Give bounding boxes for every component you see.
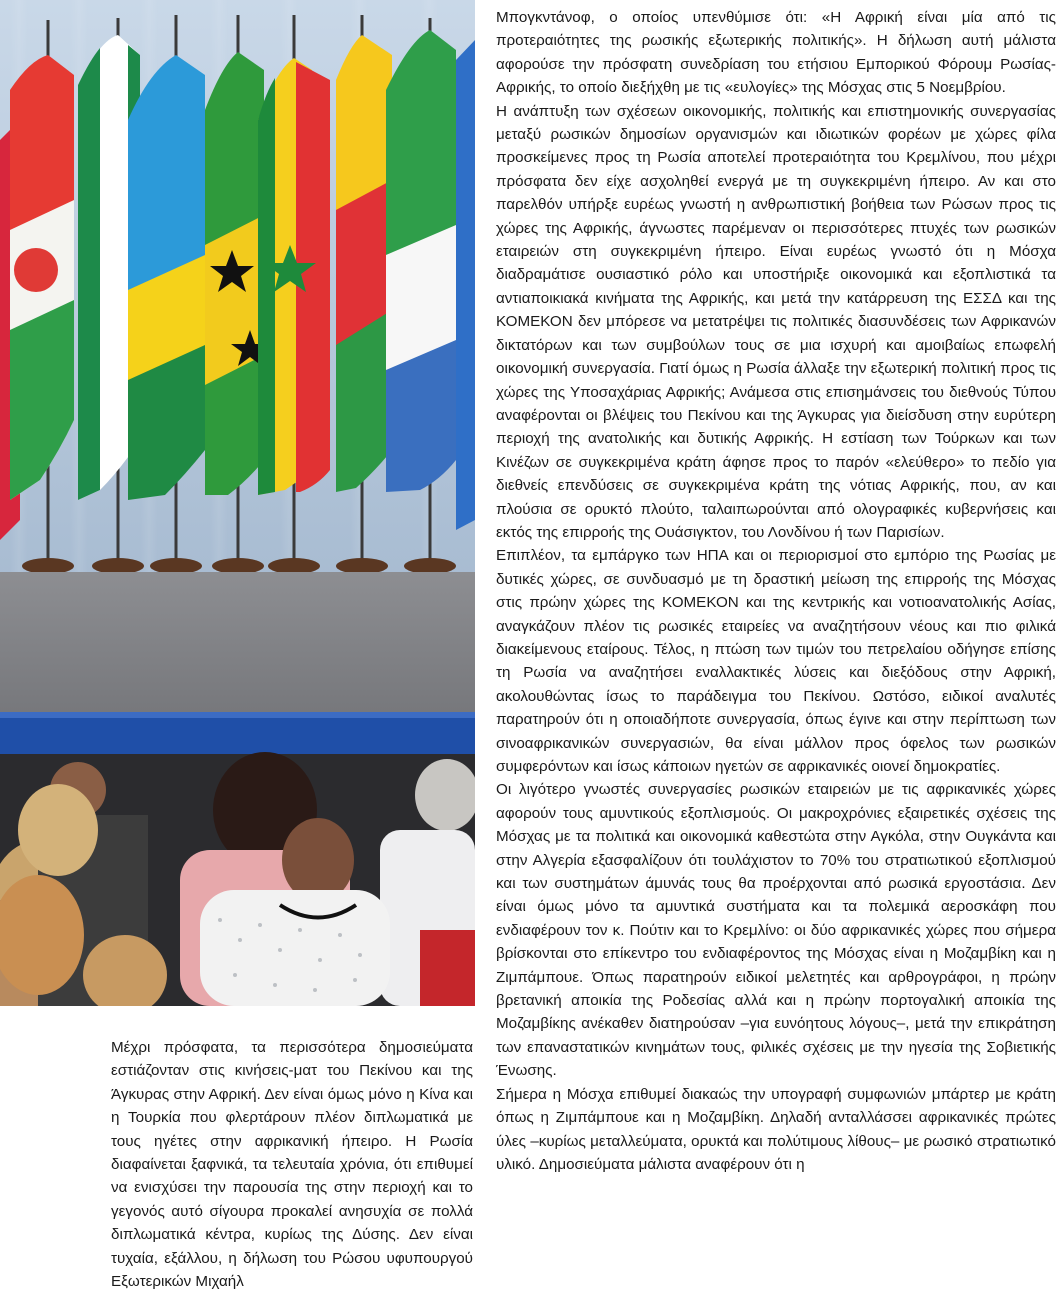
paragraph: Επιπλέον, τα εμπάργκο των ΗΠΑ και οι περιορισμοί στο εμπόριο της Ρωσίας με δυτικές χώρες, σε συνδυασμό με τη δραστική μείωση της επιρροής της Μόσχας στις πρώην χώρες της ΚΟΜΕΚΟΝ και της κεντρικής και νοτιοανατολικής Ασίας, αναγκάζουν πλέον τις ρωσικές εταιρείες να αναζητήσουν νέους και πιο φιλικά διακείμενους εταίρους. Τέλος, η πτώση των τιμών του πετρελαίου οδήγησε επίσης τη Ρωσία να αναζητήσει εναλλακτικές λύσεις και διεξόδους στην Αφρική, ακολουθώντας ίσως το παράδειγμα του Πεκίνου. Ωστόσο, ειδικοί αναλυτές παρατηρούν ότι η οποιαδήποτε συνεργασία, όπως έγινε και στην περίπτωση των σινοαφρικανικών συνεργασιών, θα είναι μάλλον προς όφελος των ρωσικών συμφερόντων και ίσως κάποιων ηγετών σε αφρικανικές οιονεί δημοκρατίες. <box>496 547 1056 775</box>
flags-conference-photo <box>0 0 475 1006</box>
paragraph: Σήμερα η Μόσχα επιθυμεί διακαώς την υπογραφή συμφωνιών μπάρτερ με κράτη όπως η Ζιμπάμπουε και η Μοζαμβίκη. Δηλαδή ανταλλάσσει αφρικανικές πρώτες ύλες –κυρίως μεταλλεύματα, ορυκτά και πολύτιμους λίθους– με ρωσικό στρατιωτικό υλικό. Δημοσιεύματα μάλιστα αναφέρουν ότι η <box>496 1085 1056 1173</box>
photo-illustration <box>0 0 475 1006</box>
paragraph: Η ανάπτυξη των σχέσεων οικονομικής, πολιτικής και επιστημονικής συνεργασίας μεταξύ ρωσικών δημοσίων οργανισμών και ιδιωτικών φορέων με χώρες φίλα προσκείμενες προς τη Ρωσία αποτελεί προτεραιότητα του Κρεμλίνου, που μέχρι πρόσφατα δεν είχε ασχοληθεί ενεργά με τη συγκεκριμένη ήπειρο. Αν και στο παρελθόν υπήρξε ευρέως γνωστή η ανθρωπιστική βοήθεια των Ρώσων προς τις χώρες της Αφρικής, άγνωστες παρέμεναν οι περισσότερες πτυχές των ρωσικών εταιρειών στη συγκεκριμένη ήπειρο. Είναι ευρέως γνωστό ότι η Μόσχα διαδραμάτισε ουσιαστικό ρόλο και υποστήριξε οικονομικά και εξοπλιστικά τα αντιαποικιακά κινήματα της Αφρικής, και μετά την κατάρρευση της ΕΣΣΔ και της ΚΟΜΕΚΟΝ δεν μπόρεσε να μετατρέψει τις πολιτικές διασυνδέσεις των Αφρικανών δικτατόρων και των συμβούλων τους σε μια ισχυρή και αμοιβαίως επωφελή οικονομική συνεργασία. Γιατί όμως η Ρωσία άλλαξε την εξωτερική πολιτική προς τις χώρες της Υποσαχάριας Αφρικής; Ανάμεσα στις επισημάνσεις του διεθνούς Τύπου αναφέρονται οι βλέψεις του Πεκίνου και της Άγκυρας για διείσδυση στην ευρύτερη περιοχή της ανατολικής και δυτικής Αφρικής. Η εστίαση των Τούρκων και των Κινέζων σε συγκεκριμένα κράτη άφησε προς το παρόν «ελεύθερο» το πεδίο για διεθνείς επενδύσεις σε συγκεκριμένα κράτη της νότιας Αφρικής, που, αν και πλούσια σε ορυκτό πλούτο, ταλαιπωρούνται από ολογραφικές κυβερνήσεις και εκτός της επιρροής της Ουάσιγκτον, του Λονδίνου ή των Παρισίων. <box>496 102 1056 541</box>
paragraph: Μέχρι πρόσφατα, τα περισσότερα δημοσιεύματα εστιάζονταν στις κινήσεις-ματ του Πεκίνου και της Άγκυρας στην Αφρική. Δεν είναι όμως μόνο η Κίνα και η Τουρκία που φλερτάρουν πλέον διπλωματικά με τους ηγέτες στην αφρικανική ήπειρο. Η Ρωσία διαφαίνεται ξαφνικά, τα τελευταία χρόνια, ότι επιθυμεί να ενισχύσει την παρουσία της στην περιοχή και το γεγονός αυτό σίγουρα προκαλεί ανησυχία σε πολλά διπλωματικά κέντρα, κυρίως της Δύσης. Δεν είναι τυχαία, εξάλλου, η δήλωση του Ρώσου υφυπουργού Εξωτερικών Μιχαήλ <box>111 1039 473 1291</box>
paragraph: Οι λιγότερο γνωστές συνεργασίες ρωσικών εταιρειών με τις αφρικανικές χώρες αφορούν τους αμυντικούς εξοπλισμούς. Οι μακροχρόνιες εξαιρετικές σχέσεις της Μόσχας με τα πολιτικά και οικονομικά καθεστώτα στην Αγκόλα, στην Ουγκάντα και στην Αλγερία εξασφαλίζουν ότι τουλάχιστον το 70% του στρατιωτικού εξοπλισμού και των συστημάτων άμυνάς τους θα προέρχονται από ρωσικά εργοστάσια. Δεν είναι όμως μόνο τα αμυντικά συστήματα και τα πολεμικά αεροσκάφη που ενδιαφέρουν τον κ. Πούτιν και το Κρεμλίνο: οι δύο αφρικανικές χώρες που σήμερα βρίσκονται στο επίκεντρο του ενδιαφέροντος της Μόσχας είναι η Μοζαμβίκη και η Ζιμπάμπουε. Όπως παρατηρούν ειδικοί μελετητές και αρθρογράφοι, η πρώην βρετανική αποικία της Ροδεσίας αλλά και η πρώην πορτογαλική αποικία της Μοζαμβίκης ανέκαθεν διατηρούσαν –για ευνόητους λόγους–, μετά την επικράτηση των επαναστατικών κινημάτων τους, φιλικές σχέσεις με την ηγεσία της Σοβιετικής Ένωσης. <box>496 781 1056 1080</box>
article-column-left <box>111 1036 473 1293</box>
article-column-right <box>496 6 1056 1176</box>
paragraph: Μπογκντάνοφ, ο οποίος υπενθύμισε ότι: «Η Αφρική είναι μία από τις προτεραιότητες της ρωσικής εξωτερικής πολιτικής». Η δήλωση αυτή μάλιστα αφορούσε την πρόσφατη συνεδρίαση του ετήσιου Εμπορικού Φόρουμ Ρωσίας-Αφρικής, το οποίο διεξήχθη με τις «ευλογίες» της Μόσχας στις 5 Νοεμβρίου. <box>496 9 1056 97</box>
